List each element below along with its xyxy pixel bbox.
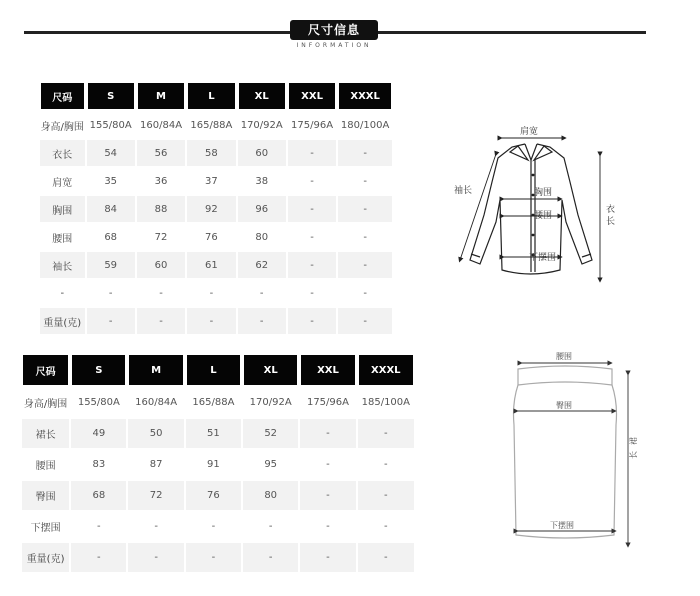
table-row [40, 140, 392, 166]
skirt-label-hip: 臀围 [556, 401, 572, 410]
row-label: 臀围 [22, 481, 69, 510]
table-cell: 60 [238, 140, 286, 166]
table-cell: 59 [87, 252, 135, 278]
table-cell: 38 [255, 175, 269, 187]
size-header-xl: XL [238, 82, 286, 110]
table-cell: 155/80A [77, 397, 120, 408]
table-cell: 91 [207, 459, 220, 470]
table-cell: 52 [243, 419, 298, 448]
table-cell: - [154, 521, 158, 532]
skirt-measure-lines [516, 363, 628, 545]
table-cell: - [186, 543, 241, 572]
table-cell: 56 [137, 140, 185, 166]
table-row [40, 308, 392, 334]
size-header-xxxl: XXXL [338, 82, 392, 110]
size-header-s: S [87, 82, 135, 110]
table-row [22, 388, 414, 417]
row-label: 胸围 [40, 196, 85, 222]
shirt-label-waist: 腰围 [534, 211, 553, 221]
table-cell: - [238, 308, 286, 334]
row-label: 衣长 [40, 140, 85, 166]
table-cell: - [137, 308, 185, 334]
shirt-label-length-1: 衣 [606, 205, 616, 215]
table-row [40, 168, 392, 194]
table-cell: 76 [205, 231, 218, 243]
table-cell: - [358, 419, 414, 448]
table-cell: - [128, 543, 183, 572]
table-cell: - [97, 521, 101, 532]
shirt-label-length-2: 长 [606, 217, 616, 227]
table-cell: - [326, 459, 330, 470]
table-cell: 80 [243, 481, 298, 510]
table-cell: 68 [71, 481, 126, 510]
table-cell: - [300, 543, 355, 572]
bottom-table-header-row [22, 354, 414, 386]
table-cell: 180/100A [340, 119, 390, 131]
table-cell: - [268, 521, 273, 532]
table-cell: 51 [186, 419, 241, 448]
size-header-l: L [186, 354, 241, 386]
table-cell: 170/92A [249, 397, 292, 408]
table-cell: - [310, 175, 314, 187]
table-cell: 50 [128, 419, 183, 448]
row-label: - [60, 287, 65, 299]
header-subtitle: INFORMATION [296, 42, 372, 49]
row-label: 腰围 [35, 461, 56, 472]
table-row [22, 512, 414, 541]
row-label: 裙长 [22, 419, 69, 448]
table-cell: 72 [128, 481, 183, 510]
table-cell: - [300, 419, 355, 448]
table-cell: - [363, 231, 367, 243]
table-row [22, 543, 414, 572]
table-cell: 35 [104, 175, 118, 187]
size-header-xxl: XXL [288, 82, 336, 110]
row-label: 重量(克) [40, 308, 85, 334]
table-cell: 84 [87, 196, 135, 222]
table-cell: 60 [137, 252, 185, 278]
table-cell: - [108, 287, 113, 299]
table-cell: - [384, 521, 388, 532]
table-row [22, 481, 414, 510]
table-cell: 88 [137, 196, 185, 222]
table-cell: - [363, 175, 367, 187]
table-cell: 36 [154, 175, 168, 187]
table-cell: 170/92A [240, 119, 283, 131]
table-cell: - [338, 308, 392, 334]
table-cell: - [209, 287, 214, 299]
size-header-label: 尺码 [40, 82, 85, 110]
skirt-label-hem: 下摆围 [550, 521, 574, 530]
top-table-header-row [40, 82, 392, 110]
table-cell: - [358, 481, 414, 510]
table-cell: 62 [238, 252, 286, 278]
table-cell: 175/96A [291, 119, 334, 131]
size-header-l: L [187, 82, 235, 110]
header-line-right [376, 31, 646, 34]
table-cell: - [338, 196, 392, 222]
top-size-table [38, 80, 394, 336]
table-cell: - [211, 521, 216, 532]
row-label: 重量(克) [22, 543, 69, 572]
row-label: 下摆围 [30, 523, 61, 534]
table-cell: - [338, 252, 392, 278]
table-cell: 58 [187, 140, 235, 166]
skirt-label-length-1: 长 [629, 451, 638, 459]
table-row [22, 419, 414, 448]
table-cell: 165/88A [190, 119, 233, 131]
table-cell: - [288, 196, 336, 222]
size-header-m: M [128, 354, 183, 386]
table-cell: 92 [187, 196, 235, 222]
table-cell: - [338, 140, 392, 166]
table-cell: 72 [154, 231, 168, 243]
table-cell: - [87, 308, 135, 334]
size-header-xl: XL [243, 354, 298, 386]
header-line-left [24, 31, 292, 34]
skirt-label-waist: 腰围 [556, 352, 572, 361]
table-cell: - [288, 252, 336, 278]
size-header-xxxl: XXXL [358, 354, 414, 386]
table-cell: 49 [71, 419, 126, 448]
table-cell: 160/84A [140, 119, 183, 131]
table-cell: 160/84A [135, 397, 178, 408]
shirt-label-chest: 胸围 [534, 188, 553, 198]
size-header-xxl: XXL [300, 354, 355, 386]
table-cell: - [187, 308, 235, 334]
table-cell: - [288, 140, 336, 166]
table-cell: - [310, 231, 314, 243]
shirt-label-shoulder: 肩宽 [520, 127, 539, 137]
table-cell: - [288, 308, 336, 334]
table-cell: 83 [92, 459, 106, 470]
size-header-s: S [71, 354, 126, 386]
shirt-label-hem: 下摆围 [529, 253, 557, 263]
size-header-m: M [137, 82, 185, 110]
bottom-table-body [22, 388, 414, 572]
table-cell: - [310, 287, 314, 299]
table-row [40, 112, 392, 138]
table-cell: - [300, 481, 355, 510]
table-row [40, 252, 392, 278]
table-cell: 96 [238, 196, 286, 222]
bottom-size-table [20, 352, 416, 574]
shirt-label-sleeve: 袖长 [454, 186, 473, 196]
table-cell: 87 [149, 459, 163, 470]
top-table-body [40, 112, 392, 334]
table-cell: 155/80A [89, 119, 132, 131]
row-label: 腰围 [52, 233, 73, 245]
table-cell: 61 [187, 252, 235, 278]
table-cell: 80 [255, 231, 269, 243]
table-cell: - [243, 543, 298, 572]
shirt-diagram [440, 120, 630, 290]
table-cell: 185/100A [361, 397, 410, 408]
table-cell: - [259, 287, 264, 299]
table-cell: 165/88A [192, 397, 235, 408]
table-cell: - [384, 459, 388, 470]
skirt-label-length-2: 裙 [629, 437, 638, 445]
table-cell: - [358, 543, 414, 572]
table-row [40, 196, 392, 222]
skirt-outline [514, 366, 617, 538]
table-cell: 95 [264, 459, 278, 470]
table-cell: 68 [104, 231, 118, 243]
table-row [40, 224, 392, 250]
row-label: 身高/胸围 [40, 121, 84, 133]
table-cell: 37 [205, 175, 218, 187]
table-cell: - [326, 521, 330, 532]
skirt-diagram [500, 345, 660, 555]
table-cell: 76 [186, 481, 241, 510]
table-cell: - [159, 287, 163, 299]
table-row [40, 280, 392, 306]
size-header-label: 尺码 [22, 354, 69, 386]
table-cell: 54 [87, 140, 135, 166]
row-label: 袖长 [40, 252, 85, 278]
table-cell: 175/96A [306, 397, 349, 408]
table-cell: - [71, 543, 126, 572]
table-cell: - [363, 287, 367, 299]
table-row [22, 450, 414, 479]
row-label: 身高/胸围 [23, 399, 68, 410]
header-title: 尺寸信息 [290, 20, 378, 40]
row-label: 肩宽 [52, 177, 73, 189]
